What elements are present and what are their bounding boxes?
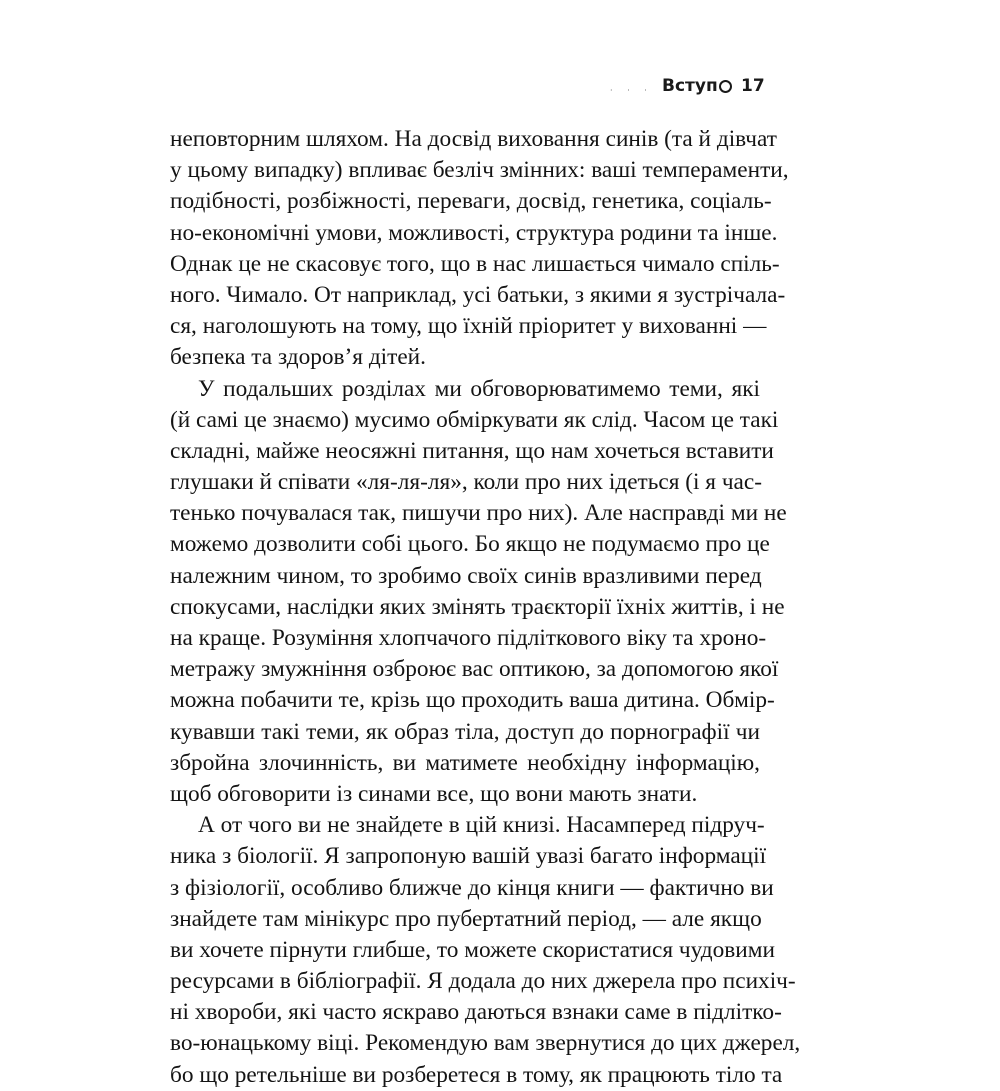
- text-line: неповторним шляхом. На досвід виховання синів (та й дівчат: [170, 126, 777, 152]
- text-line: бо що ретельніше ви розберетеся в тому, як працюють тіло та: [170, 1061, 783, 1088]
- text-line: Однак це не скасовує того, що в нас лишається чимало спіль-: [170, 250, 780, 277]
- text-line: на краще. Розуміння хлопчачого підліткового віку та хроно-: [170, 625, 767, 651]
- text-line: метражу змужніння озброює вас оптикою, за допомогою якої: [170, 656, 779, 683]
- text-line: щоб обговорити із синами все, що вони мають знати.: [170, 780, 698, 807]
- text-line: но-економічні умови, можливості, структура родини та інше.: [170, 219, 778, 246]
- text-line: ні хвороби, які часто яскраво даються взнаки саме в підлітко-: [170, 999, 782, 1026]
- circle-separator-icon: [719, 80, 732, 93]
- text-line: можна побачити те, крізь що проходить ваша дитина. Обмір-: [170, 687, 775, 714]
- text-line: належним чином, то зробимо своїх синів вразливими перед: [170, 562, 762, 589]
- text-line: У подальших розділах ми обговорюватимемо теми, які: [198, 375, 760, 402]
- body-text: [170, 124, 801, 1091]
- paragraph: [170, 124, 789, 374]
- text-line: ресурсами в бібліографії. Я додала до них джерела про психіч-: [170, 968, 796, 995]
- text-line: ви хочете пірнути глибше, то можете скористатися чудовими: [170, 936, 775, 963]
- text-line: глушаки й співати «ля-ля-ля», коли про них ідеться (і я час-: [170, 469, 762, 496]
- text-line: (й самі це знаємо) мусимо обміркувати як слід. Часом це такі: [170, 406, 779, 433]
- text-line: во-юнацькому віці. Рекомендую вам звернутися до цих джерел,: [170, 1030, 801, 1057]
- page-number: 17: [741, 76, 765, 96]
- text-line: тенько почувалася так, пишучи про них). Але насправді ми не: [170, 500, 787, 527]
- text-line: ника з біології. Я запропоную вашій увазі багато інформації: [170, 843, 767, 870]
- text-line: складні, майже неосяжні питання, що нам хочеться вставити: [170, 437, 774, 464]
- paragraph: [170, 810, 801, 1091]
- paragraph: [170, 374, 787, 811]
- text-line: у цьому випадку) впливає безліч змінних: ваші темпераменти,: [170, 157, 789, 184]
- text-line: безпека та здоров’я дітей.: [170, 344, 426, 371]
- text-line: збройна злочинність, ви матимете необхідну інформацію,: [170, 749, 760, 776]
- header-decoration: · · ·: [610, 86, 653, 95]
- text-line: ного. Чимало. От наприклад, усі батьки, з якими я зустрічала-: [170, 281, 786, 308]
- text-line: спокусами, наслідки яких змінять траєкторії їхніх життів, і не: [170, 593, 785, 620]
- text-line: подібності, розбіжності, переваги, досвід, генетика, соціаль-: [170, 188, 772, 215]
- text-line: знайдете там мінікурс про пубертатний період, — але якщо: [170, 905, 762, 932]
- text-line: можемо дозволити собі цього. Бо якщо не подумаємо про це: [170, 531, 770, 558]
- text-line: з фізіології, особливо ближче до кінця книги — фактично ви: [170, 874, 774, 901]
- text-line: А от чого ви не знайдете в цій книзі. Насамперед підруч-: [198, 812, 765, 839]
- running-header: [610, 72, 765, 100]
- text-line: ся, наголошують на тому, що їхній пріоритет у вихованні —: [170, 313, 767, 340]
- text-line: кувавши такі теми, як образ тіла, доступ до порнографії чи: [170, 718, 760, 745]
- section-title: Вступ: [662, 76, 718, 96]
